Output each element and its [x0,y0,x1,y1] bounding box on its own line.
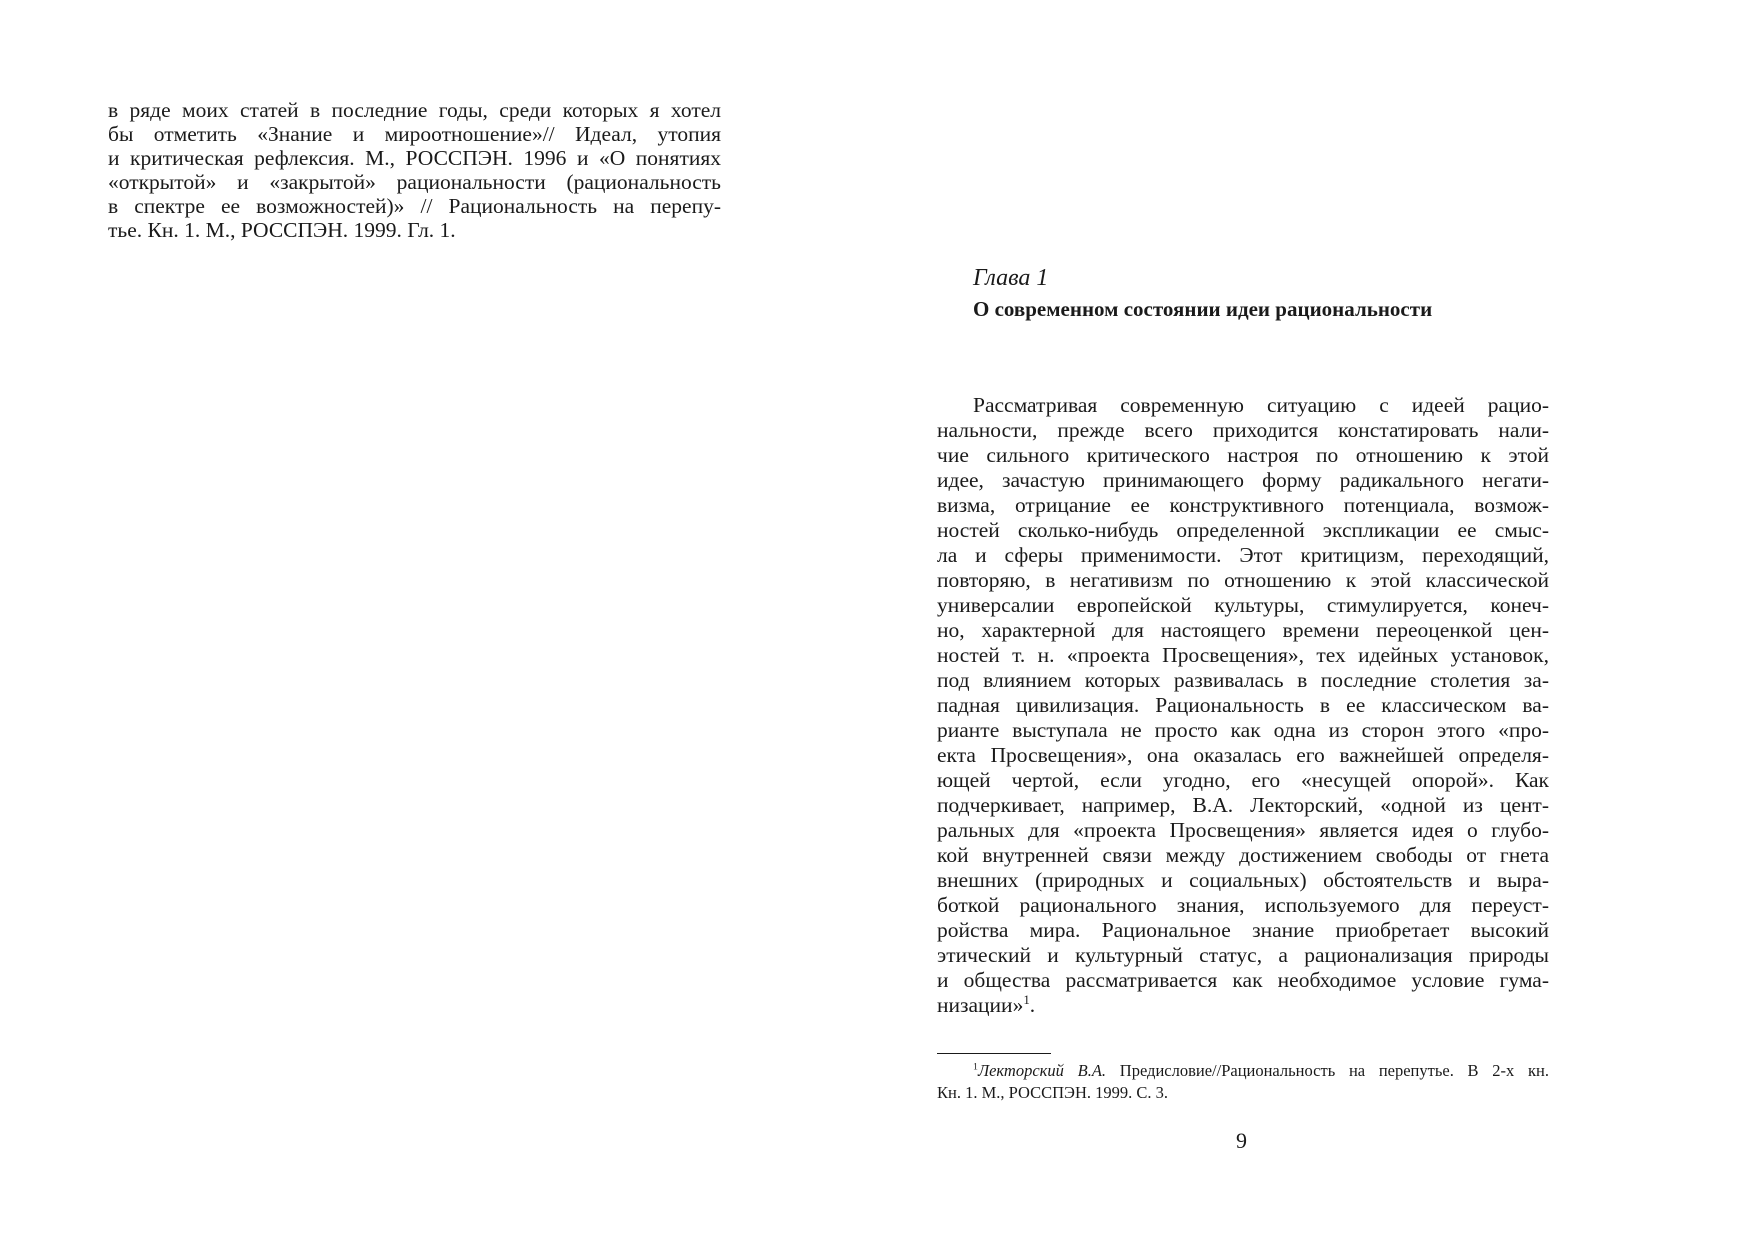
body-line-6: ностей сколько-нибудь определенной экспликации ее смыс- [937,518,1549,542]
left-line-6: тье. Кн. 1. М., РОССПЭН. 1999. Гл. 1. [108,218,456,242]
body-line-18: ральных для «проекта Просвещения» является идея о глубо- [937,818,1549,842]
body-line-7: ла и сферы применимости. Этот критицизм, переходящий, [937,543,1549,567]
left-line-5: в спектре ее возможностей)» // Рациональность на перепу- [108,194,721,218]
left-page [0,0,877,1241]
body-line-22: ройства мира. Рациональное знание приобретает высокий [937,918,1549,942]
body-line-4: идее, зачастую принимающего форму радикального негати- [937,468,1549,492]
body-line-15: екта Просвещения», она оказалась его важнейшей определя- [937,743,1549,767]
body-line-19: кой внутренней связи между достижением свободы от гнета [937,843,1549,867]
body-line-3: чие сильного критического настроя по отношению к этой [937,443,1549,467]
footnote-author: Лекторский В.А. [977,1061,1107,1080]
body-line-14: рианте выступала не просто как одна из сторон этого «про- [937,718,1549,742]
footnote-line-1 [973,1061,1549,1081]
body-line-17: подчеркивает, например, В.А. Лекторский, «одной из цент- [937,793,1549,817]
body-line-25-text: низации» [937,993,1024,1017]
left-line-4: «открытой» и «закрытой» рациональности (рациональность [108,170,721,194]
left-line-2: бы отметить «Знание и мироотношение»// Идеал, утопия [108,122,721,146]
body-line-25 [937,993,1549,1018]
chapter-label: Глава 1 [973,265,1049,291]
period: . [1029,993,1036,1017]
body-line-20: внешних (природных и социальных) обстоятельств и выра- [937,868,1549,892]
left-line-1: в ряде моих статей в последние годы, среди которых я хотел [108,98,721,122]
body-line-23: этический и культурный статус, а рационализация природы [937,943,1549,967]
page-number: 9 [1236,1128,1247,1153]
footnote-divider [937,1053,1051,1054]
footnote-line-1-rest: Предисловие//Рациональность на перепутье. В 2-х кн. [1106,1061,1549,1080]
body-line-8: повторяю, в негативизм по отношению к этой классической [937,568,1549,592]
body-line-21: боткой рационального знания, используемого для переуст- [937,893,1549,917]
body-line-11: ностей т. н. «проекта Просвещения», тех идейных установок, [937,643,1549,667]
chapter-title: О современном состоянии идеи рациональности [973,297,1433,321]
right-page [877,0,1755,1241]
body-line-12: под влиянием которых развивалась в последние столетия за- [937,668,1549,692]
body-line-1: Рассматривая современную ситуацию с идеей рацио- [973,393,1549,417]
body-line-2: нальности, прежде всего приходится констатировать нали- [937,418,1549,442]
left-line-3: и критическая рефлексия. М., РОССПЭН. 1996 и «О понятиях [108,146,721,170]
body-line-10: но, характерной для настоящего времени переоценкой цен- [937,618,1549,642]
body-line-16: ющей чертой, если угодно, его «несущей опорой». Как [937,768,1549,792]
body-line-9: универсалии европейской культуры, стимулируется, конеч- [937,593,1549,617]
body-line-5: визма, отрицание ее конструктивного потенциала, возмож- [937,493,1549,517]
body-line-24: и общества рассматривается как необходимое условие гума- [937,968,1549,992]
footnote-number: 1 [973,1061,978,1073]
body-line-13: падная цивилизация. Рациональность в ее классическом ва- [937,693,1549,717]
footnote-line-2: Кн. 1. М., РОССПЭН. 1999. С. 3. [937,1083,1168,1102]
footnote-reference: 1 [1023,992,1030,1007]
